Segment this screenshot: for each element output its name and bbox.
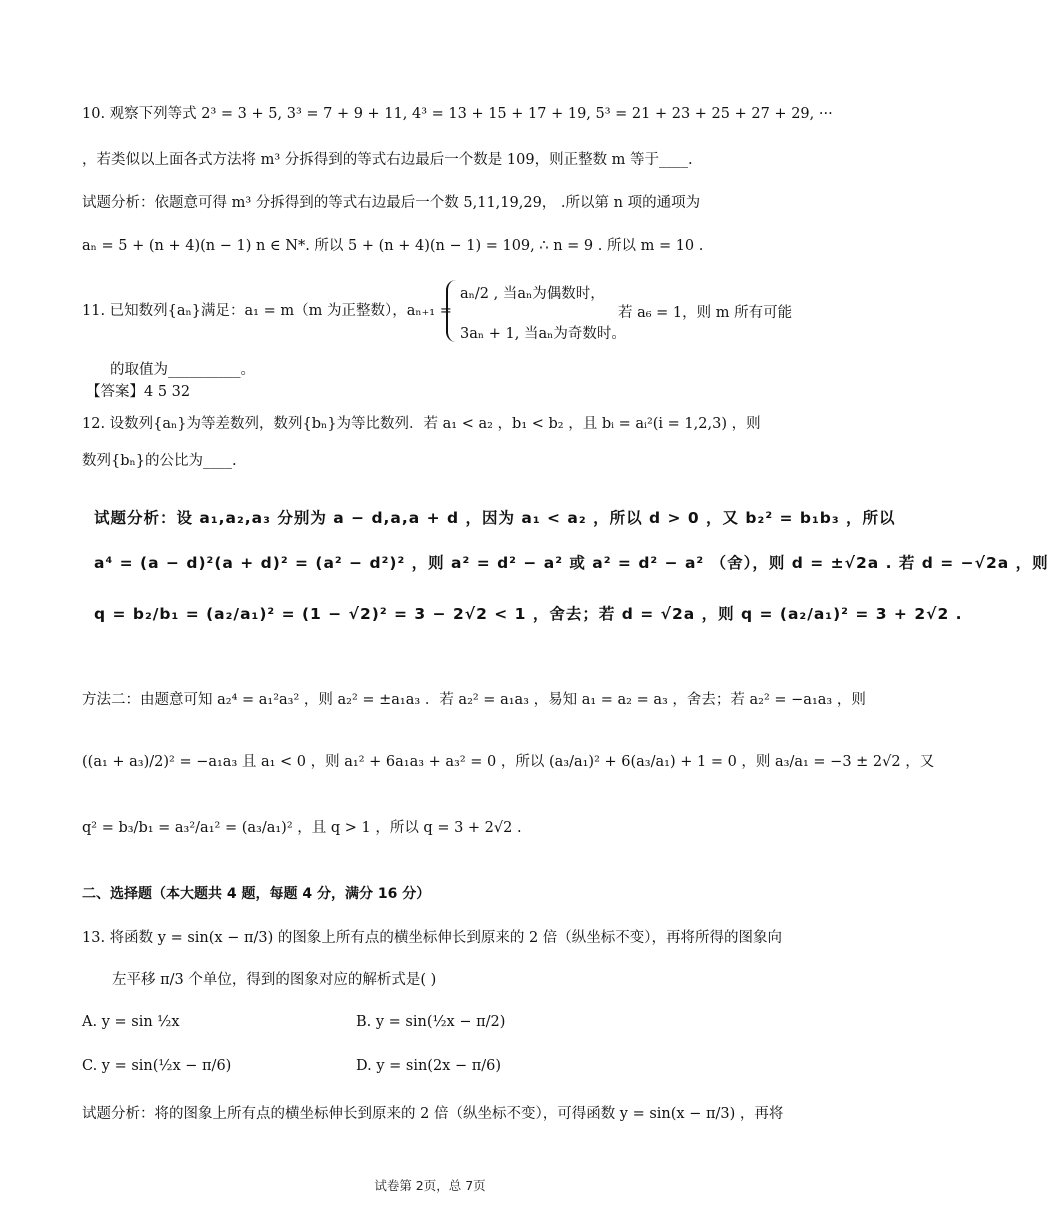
q11-case-even: aₙ/2 , 当aₙ为偶数时， <box>460 286 605 302</box>
q11-answer: 【答案】4 5 32 <box>86 384 191 400</box>
q11-blank: 的取值为__________。 <box>110 362 255 378</box>
q12-method2-line1: 方法二：由题意可知 a₂⁴ = a₁²a₃² ，则 a₂² = ±a₁a₃ ．若 a₂² = a₁a₃ ，易知 a₁ = a₂ = a₃ ，舍去；若 a₂² = −a₁a₃ ，则 <box>82 692 866 708</box>
q12-analysis-line3: q = b₂/b₁ = (a₂/a₁)² = (1 − √2)² = 3 − 2√2 < 1 ，舍去；若 d = √2a ，则 q = (a₂/a₁)² = 3 + 2√2 . <box>94 605 963 623</box>
q11-condition: 若 a₆ = 1，则 m 所有可能 <box>618 305 793 321</box>
q13-statement-cont: 左平移 π/3 个单位，得到的图象对应的解析式是( ) <box>112 972 437 988</box>
q12-method2-line3: q² = b₃/b₁ = a₃²/a₁² = (a₃/a₁)² ，且 q > 1 ，所以 q = 3 + 2√2 . <box>82 820 522 836</box>
q13-option-d: D. y = sin(2x − π/6) <box>356 1058 502 1074</box>
q13-analysis: 试题分析：将的图象上所有点的横坐标伸长到原来的 2 倍（纵坐标不变），可得函数 y = sin(x − π/3) ，再将 <box>82 1106 784 1122</box>
q13-option-a: A. y = sin ½x <box>82 1014 180 1030</box>
q13-statement: 13. 将函数 y = sin(x − π/3) 的图象上所有点的横坐标伸长到原来的 2 倍（纵坐标不变），再将所得的图象向 <box>82 930 783 946</box>
section-heading: 二、选择题（本大题共 4 题，每题 4 分，满分 16 分） <box>82 886 431 902</box>
q12-analysis-line1: 试题分析：设 a₁,a₂,a₃ 分别为 a − d,a,a + d ，因为 a₁ < a₂ ，所以 d > 0 ，又 b₂² = b₁b₃ ，所以 <box>94 509 896 527</box>
q12-statement: 12. 设数列{aₙ}为等差数列，数列{bₙ}为等比数列．若 a₁ < a₂ ，b₁ < b₂ ，且 bᵢ = aᵢ²(i = 1,2,3) ，则 <box>82 416 761 432</box>
q12-method2-line2: ((a₁ + a₃)/2)² = −a₁a₃ 且 a₁ < 0 ，则 a₁² + 6a₁a₃ + a₃² = 0 ，所以 (a₃/a₁)² + 6(a₃/a₁) + 1 = 0 ，则 a₃/a₁ = −3 ± 2√2 ，又 <box>82 754 935 770</box>
q13-option-b: B. y = sin(½x − π/2) <box>356 1014 506 1030</box>
q13-option-c: C. y = sin(½x − π/6) <box>82 1058 232 1074</box>
q11-statement: 11. 已知数列{aₙ}满足：a₁ = m（m 为正整数），aₙ₊₁ = <box>82 303 452 319</box>
q12-question: 数列{bₙ}的公比为____. <box>82 453 237 469</box>
q10-analysis: 试题分析：依题意可得 m³ 分拆得到的等式右边最后一个数 5,11,19,29， .所以第 n 项的通项为 <box>82 195 701 211</box>
q10-analysis-formula: aₙ = 5 + (n + 4)(n − 1) n ∈ N*. 所以 5 + (n + 4)(n − 1) = 109, ∴ n = 9 . 所以 m = 10 . <box>82 238 704 254</box>
page-footer: 试卷第 2页，总 7页 <box>374 1178 486 1193</box>
q11-case-odd: 3aₙ + 1, 当aₙ为奇数时。 <box>460 326 626 342</box>
piecewise-brace <box>446 280 460 342</box>
q10-statement: 10. 观察下列等式 2³ = 3 + 5, 3³ = 7 + 9 + 11, 4³ = 13 + 15 + 17 + 19, 5³ = 21 + 23 + 25 + 27 + 29, ··· <box>82 106 833 122</box>
q12-analysis-line2: a⁴ = (a − d)²(a + d)² = (a² − d²)² ，则 a² = d² − a² 或 a² = d² − a² （舍），则 d = ±√2a . 若 d = −√2a ，则 <box>94 554 1049 572</box>
q10-question: ，若类似以上面各式方法将 m³ 分拆得到的等式右边最后一个数是 109，则正整数 m 等于____. <box>82 152 693 168</box>
